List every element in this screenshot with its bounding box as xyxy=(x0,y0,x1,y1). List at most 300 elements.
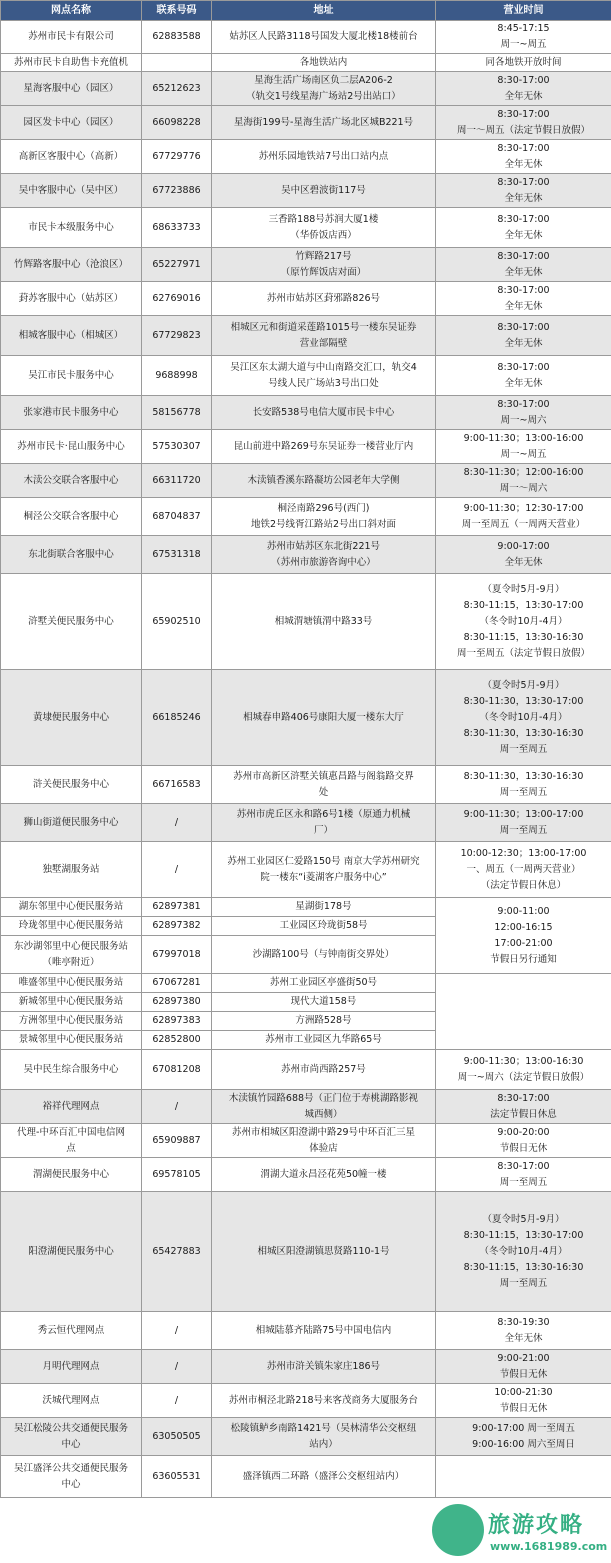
table-row xyxy=(1,574,611,670)
cell-line: 桐泾南路296号(西门) xyxy=(277,502,370,514)
cell-line: （冬令时10月-4月） xyxy=(479,711,568,723)
cell-line: 苏州市工业园区九华路65号 xyxy=(265,1034,382,1045)
table-body xyxy=(1,21,611,1498)
cell-line: 渭湖便民服务中心 xyxy=(32,1168,109,1180)
cell-line: 景城邻里中心便民服务站 xyxy=(18,1034,124,1045)
outlet-address xyxy=(212,670,436,766)
outlet-phone: 65212623 xyxy=(142,72,212,106)
outlet-address xyxy=(212,993,436,1012)
cell-line: 9:00-17:00 xyxy=(497,540,550,552)
outlet-address xyxy=(212,54,436,72)
cell-line: 浒关便民服务中心 xyxy=(32,778,109,790)
table-row xyxy=(1,498,611,536)
cell-line: 苏州市民卡自助售卡充值机 xyxy=(13,56,128,68)
cell-line: 号线人民广场站3号出口处 xyxy=(268,377,379,389)
table-row xyxy=(1,1124,611,1158)
outlet-address xyxy=(212,1350,436,1384)
cell-line: 周一至周五 xyxy=(499,1277,548,1289)
outlet-hours xyxy=(436,1090,611,1124)
cell-line: 吴江松陵公共交通便民服务 xyxy=(13,1422,128,1434)
outlet-phone: 62852800 xyxy=(142,1031,212,1050)
cell-line: 相城渭塘镇渭中路33号 xyxy=(274,615,373,627)
cell-line: 沙湖路100号（与钟南街交界处） xyxy=(252,948,395,960)
cell-line: 8:30-17:00 xyxy=(497,398,550,410)
cell-line: 吴江区东太湖大道与中山南路交汇口，轨交4 xyxy=(230,361,417,373)
cell-line: 9:00-11:30；13:00-17:00 xyxy=(463,808,584,820)
outlet-phone: / xyxy=(142,1090,212,1124)
cell-line: 唯盛邻里中心便民服务站 xyxy=(18,977,124,988)
table-row xyxy=(1,1384,611,1418)
cell-line: 8:30-11:15，13:30-16:30 xyxy=(463,1261,584,1273)
cell-line: 9:00-11:30；13:00-16:00 xyxy=(463,432,584,444)
cell-line: 星海街199号-星海生活广场北区城B221号 xyxy=(233,116,414,128)
cell-line: 玲珑邻里中心便民服务站 xyxy=(18,920,124,931)
outlet-address xyxy=(212,974,436,993)
outlet-address xyxy=(212,936,436,974)
outlet-name xyxy=(1,1124,142,1158)
cell-line: 8:30-17:00 xyxy=(497,142,550,154)
cell-line: 厂） xyxy=(313,824,333,836)
outlet-hours xyxy=(436,54,611,72)
outlet-hours xyxy=(436,1456,611,1498)
cell-line: 苏州市虎丘区永和路6号1楼（原通力机械 xyxy=(236,808,411,820)
cell-line: 园区发卡中心（园区） xyxy=(23,116,119,128)
outlet-address xyxy=(212,898,436,917)
cell-line: 苏州工业园区仁爱路150号 南京大学苏州研究 xyxy=(227,855,420,867)
cell-line: （苏州市旅游咨询中心） xyxy=(271,556,376,568)
outlet-address xyxy=(212,1012,436,1031)
header-address: 地址 xyxy=(212,1,436,21)
outlet-hours xyxy=(436,766,611,804)
outlet-name xyxy=(1,1158,142,1192)
cell-line: 苏州市相城区阳澄湖中路29号中环百汇三星 xyxy=(231,1126,416,1138)
watermark xyxy=(432,1500,611,1563)
cell-line: 8:30-11:30，13:30-16:30 xyxy=(463,727,584,739)
cell-line: 城西侧） xyxy=(304,1108,343,1120)
outlet-phone: 68633733 xyxy=(142,208,212,248)
cell-line: 点 xyxy=(66,1142,76,1154)
cell-line: 桐泾公交联合客服中心 xyxy=(23,510,119,522)
outlet-name xyxy=(1,766,142,804)
cell-line: 周一至周五 xyxy=(499,824,548,836)
outlet-address xyxy=(212,174,436,208)
outlet-name xyxy=(1,536,142,574)
cell-line: （冬令时10月-4月） xyxy=(479,615,568,627)
cell-line: 同各地铁开放时间 xyxy=(485,56,562,68)
watermark-url: www.1681989.com xyxy=(490,1540,608,1553)
cell-line: （夏令时5月-9月） xyxy=(482,583,565,595)
table-row xyxy=(1,842,611,898)
outlet-phone: 9688998 xyxy=(142,356,212,396)
header-hours: 营业时间 xyxy=(436,1,611,21)
outlet-hours xyxy=(436,1350,611,1384)
table-row xyxy=(1,174,611,208)
outlet-hours xyxy=(436,1312,611,1350)
cell-line: 沃城代理网点 xyxy=(42,1394,100,1406)
cell-line: 周一~周五 xyxy=(500,448,547,460)
outlet-hours xyxy=(436,842,611,898)
table-row xyxy=(1,1312,611,1350)
cell-line: 一、周五（一周两天营业） xyxy=(466,863,581,875)
outlet-hours xyxy=(436,248,611,282)
cell-line: 苏州市尚西路257号 xyxy=(281,1063,366,1075)
outlet-phone: 67729776 xyxy=(142,140,212,174)
outlet-hours xyxy=(436,464,611,498)
cell-line: 星湖街178号 xyxy=(295,901,352,912)
outlet-phone: / xyxy=(142,842,212,898)
cell-line: 全年无休 xyxy=(504,229,543,241)
outlet-phone: 62897382 xyxy=(142,917,212,936)
table-row xyxy=(1,316,611,356)
outlet-address xyxy=(212,208,436,248)
outlet-phone: 67997018 xyxy=(142,936,212,974)
cell-line: 周一~周六（法定节假日放假） xyxy=(457,1071,590,1083)
outlet-hours xyxy=(436,536,611,574)
outlet-name xyxy=(1,936,142,974)
outlet-phone: 58156778 xyxy=(142,396,212,430)
outlet-name xyxy=(1,804,142,842)
cell-line: 8:30-11:30，13:30-16:30 xyxy=(463,770,584,782)
cell-line: 苏州市民卡·昆山服务中心 xyxy=(17,440,125,452)
cell-line: 吴江市民卡服务中心 xyxy=(28,369,114,381)
cell-line: 全年无休 xyxy=(504,300,543,312)
outlet-address xyxy=(212,72,436,106)
outlet-address xyxy=(212,804,436,842)
cell-line: 周一至周五（一周两天营业） xyxy=(461,518,586,530)
cell-line: 8:30-17:00 xyxy=(497,250,550,262)
watermark-logo-icon xyxy=(432,1504,484,1556)
cell-line: 黄埭便民服务中心 xyxy=(32,711,109,723)
table-row xyxy=(1,208,611,248)
cell-line: 相城春申路406号康阳大厦一楼东大厅 xyxy=(243,711,404,723)
outlet-name xyxy=(1,670,142,766)
header-row xyxy=(1,1,611,21)
cell-line: 苏州市高新区浒墅关镇惠昌路与阁翁路交界 xyxy=(233,770,414,782)
cell-line: 8:30-19:30 xyxy=(497,1316,550,1328)
cell-line: 市民卡本级服务中心 xyxy=(28,221,114,233)
outlet-address xyxy=(212,536,436,574)
outlet-hours xyxy=(436,316,611,356)
outlet-address xyxy=(212,430,436,464)
cell-line: 吴江盛泽公共交通便民服务 xyxy=(13,1462,128,1474)
outlet-phone: 69578105 xyxy=(142,1158,212,1192)
outlet-hours xyxy=(436,1384,611,1418)
table-row xyxy=(1,140,611,174)
cell-line: （唯亭附近） xyxy=(42,956,100,968)
outlet-name xyxy=(1,1418,142,1456)
outlet-address xyxy=(212,1312,436,1350)
outlet-address xyxy=(212,1192,436,1312)
table-row xyxy=(1,1090,611,1124)
outlet-address xyxy=(212,1158,436,1192)
outlet-name xyxy=(1,974,142,993)
cell-line: 裕祥代理网点 xyxy=(42,1100,100,1112)
table-row xyxy=(1,1418,611,1456)
outlet-address xyxy=(212,842,436,898)
table-row xyxy=(1,670,611,766)
outlet-phone: 63605531 xyxy=(142,1456,212,1498)
cell-line: 全年无休 xyxy=(504,556,543,568)
outlet-phone: 62883588 xyxy=(142,21,212,54)
cell-line: 松陵镇鲈乡南路1421号（吴林清华公交枢纽 xyxy=(230,1422,417,1434)
cell-line: （华侨饭店西） xyxy=(290,229,357,241)
outlet-name xyxy=(1,54,142,72)
cell-line: 苏州工业园区亭盛街50号 xyxy=(269,977,378,988)
outlet-address xyxy=(212,498,436,536)
cell-line: 湖东邻里中心便民服务站 xyxy=(18,901,124,912)
cell-line: 节假日无休 xyxy=(499,1368,548,1380)
outlet-address xyxy=(212,21,436,54)
cell-line: 苏州市浒关镇朱家庄186号 xyxy=(266,1360,381,1372)
cell-line: 工业园区玲珑街58号 xyxy=(279,920,368,931)
outlet-phone: / xyxy=(142,1312,212,1350)
outlet-address xyxy=(212,1124,436,1158)
cell-line: （轨交1号线星海广场站2号出站口） xyxy=(246,90,401,102)
cell-line: 9:00-11:30；13:00-16:30 xyxy=(463,1055,584,1067)
table-row xyxy=(1,1192,611,1312)
cell-line: 全年无休 xyxy=(504,158,543,170)
cell-line: 秀云恒代理网点 xyxy=(37,1324,105,1336)
cell-line: 节假日无休 xyxy=(499,1142,548,1154)
outlet-address xyxy=(212,396,436,430)
outlet-name xyxy=(1,356,142,396)
cell-line: 木渎公交联合客服中心 xyxy=(23,474,119,486)
cell-line: 10:00-12:30；13:00-17:00 xyxy=(460,847,587,859)
cell-line: 盛泽镇西二环路（盛泽公交枢纽站内） xyxy=(242,1470,405,1482)
cell-line: 苏州市民卡有限公司 xyxy=(28,31,114,42)
cell-line: 浒墅关便民服务中心 xyxy=(28,615,114,627)
outlet-phone: 67729823 xyxy=(142,316,212,356)
cell-line: 8:30-17:00 xyxy=(497,284,550,296)
cell-line: 现代大道158号 xyxy=(290,996,357,1007)
cell-line: 周一~周五 xyxy=(500,39,547,50)
table-row xyxy=(1,106,611,140)
table-row xyxy=(1,1350,611,1384)
cell-line: 三香路188号苏润大厦1楼 xyxy=(268,213,379,225)
cell-line: 苏州市姑苏区葑邪路826号 xyxy=(266,292,381,304)
cell-line: （原竹辉饭店对面） xyxy=(280,266,367,278)
cell-line: 17:00-21:00 xyxy=(494,937,553,949)
outlet-phone: / xyxy=(142,1350,212,1384)
outlet-phone: 68704837 xyxy=(142,498,212,536)
cell-line: （夏令时5月-9月） xyxy=(482,679,565,691)
cell-line: 8:45-17:15 xyxy=(497,23,550,34)
outlet-hours xyxy=(436,430,611,464)
outlet-phone: 66098228 xyxy=(142,106,212,140)
outlet-phone: 62897381 xyxy=(142,898,212,917)
cell-line: 9:00-20:00 xyxy=(497,1126,550,1138)
outlet-address xyxy=(212,248,436,282)
cell-line: 方洲路528号 xyxy=(295,1015,352,1026)
cell-line: 体验店 xyxy=(309,1142,338,1154)
outlet-hours xyxy=(436,498,611,536)
outlet-name xyxy=(1,430,142,464)
outlet-phone: 66185246 xyxy=(142,670,212,766)
cell-line: 9:00-21:00 xyxy=(497,1352,550,1364)
cell-line: 渭湖大道永昌泾花苑50幢一楼 xyxy=(260,1168,387,1180)
cell-line: 苏州乐园地铁站7号出口站内点 xyxy=(258,150,389,162)
table-row xyxy=(1,898,611,917)
cell-line: 各地铁站内 xyxy=(299,56,348,68)
cell-line: （冬令时10月-4月） xyxy=(479,1245,568,1257)
outlet-phone: 66716583 xyxy=(142,766,212,804)
outlet-address xyxy=(212,1456,436,1498)
outlet-hours xyxy=(436,282,611,316)
outlet-hours xyxy=(436,1418,611,1456)
outlet-phone: 65427883 xyxy=(142,1192,212,1312)
cell-line: 8:30-11:30，13:30-17:00 xyxy=(463,695,584,707)
outlet-name xyxy=(1,898,142,917)
cell-line: 周一～周五（法定节假日放假） xyxy=(456,124,590,136)
merged-hours xyxy=(436,898,611,974)
table-row xyxy=(1,54,611,72)
table-row xyxy=(1,356,611,396)
outlet-name xyxy=(1,106,142,140)
cell-line: 吴中区碧波街117号 xyxy=(281,184,366,196)
cell-line: 9:00-11:00 xyxy=(497,905,550,917)
outlet-name xyxy=(1,842,142,898)
header-phone: 联系号码 xyxy=(142,1,212,21)
cell-line: 竹辉路客服中心（沧浪区） xyxy=(13,258,128,270)
outlet-name xyxy=(1,1312,142,1350)
outlet-name xyxy=(1,464,142,498)
cell-line: 9:00-11:30；12:30-17:00 xyxy=(463,502,584,514)
outlet-name xyxy=(1,1012,142,1031)
outlet-phone xyxy=(142,54,212,72)
outlet-name xyxy=(1,1350,142,1384)
outlet-hours xyxy=(436,208,611,248)
outlet-name xyxy=(1,21,142,54)
outlet-name xyxy=(1,993,142,1012)
table-row xyxy=(1,804,611,842)
table-row xyxy=(1,1456,611,1498)
cell-line: 站内） xyxy=(309,1438,338,1450)
cell-line: 8:30-17:00 xyxy=(497,213,550,225)
outlet-hours xyxy=(436,1192,611,1312)
outlet-phone: 62897380 xyxy=(142,993,212,1012)
cell-line: 8:30-17:00 xyxy=(497,1092,550,1104)
outlet-address xyxy=(212,1090,436,1124)
cell-line: 相城区阳澄湖镇思贤路110-1号 xyxy=(257,1245,390,1257)
outlet-name xyxy=(1,208,142,248)
cell-line: 8:30-17:00 xyxy=(497,74,550,86)
cell-line: 9:00-17:00 周一至周五 xyxy=(472,1422,575,1434)
cell-line: 8:30-17:00 xyxy=(497,176,550,188)
cell-line: 8:30-11:15，13:30-17:00 xyxy=(463,599,584,611)
cell-line: 独墅湖服务站 xyxy=(42,863,100,875)
cell-line: 全年无休 xyxy=(504,1332,543,1344)
cell-line: 周一~周六 xyxy=(500,414,547,426)
outlet-address xyxy=(212,1050,436,1090)
outlet-hours xyxy=(436,670,611,766)
cell-line: 地铁2号线胥江路站2号出口斜对面 xyxy=(250,518,397,530)
cell-line: 全年无休 xyxy=(504,266,543,278)
outlet-hours xyxy=(436,396,611,430)
cell-line: 苏州市桐泾北路218号来客茂商务大厦服务台 xyxy=(228,1394,419,1406)
cell-line: 周一至周五 xyxy=(499,1176,548,1188)
outlet-name xyxy=(1,1031,142,1050)
cell-line: 代理-中环百汇中国电信网 xyxy=(17,1126,125,1138)
table-row xyxy=(1,72,611,106)
cell-line: 星海客服中心（园区） xyxy=(23,82,119,94)
outlet-address xyxy=(212,140,436,174)
outlet-address xyxy=(212,917,436,936)
cell-line: （法定节假日休息） xyxy=(480,879,567,891)
cell-line: 8:30-17:00 xyxy=(497,361,550,373)
outlet-name xyxy=(1,917,142,936)
outlet-phone: 67723886 xyxy=(142,174,212,208)
cell-line: 院一楼东“i菱湖客户服务中心” xyxy=(260,871,387,883)
cell-line: 周一至周五（法定节假日放假） xyxy=(456,647,590,659)
cell-line: 长安路538号电信大厦市民卡中心 xyxy=(252,406,395,418)
table-row xyxy=(1,464,611,498)
cell-line: 8:30-17:00 xyxy=(497,1160,550,1172)
cell-line: 处 xyxy=(318,786,329,798)
outlet-name xyxy=(1,396,142,430)
header-name: 网点名称 xyxy=(1,1,142,21)
cell-line: 8:30-11:30；12:00-16:00 xyxy=(463,466,584,478)
cell-line: 吴中客服中心（吴中区） xyxy=(18,184,124,196)
cell-line: 狮山街道便民服务中心 xyxy=(23,816,119,828)
outlet-name xyxy=(1,1192,142,1312)
cell-line: 法定节假日休息 xyxy=(490,1108,557,1120)
outlet-name xyxy=(1,174,142,208)
table-row xyxy=(1,536,611,574)
outlet-address xyxy=(212,1031,436,1050)
outlet-hours xyxy=(436,21,611,54)
outlet-name xyxy=(1,1090,142,1124)
outlet-phone: 67081208 xyxy=(142,1050,212,1090)
cell-line: 竹辉路217号 xyxy=(295,250,352,262)
cell-line: 9:00-16:00 周六至周日 xyxy=(472,1438,575,1450)
hours-blank xyxy=(436,974,611,1050)
cell-line: 月明代理网点 xyxy=(42,1360,100,1372)
cell-line: 木渎镇竹园路688号（正门位于寿桃湖路影视 xyxy=(228,1092,419,1104)
outlet-address xyxy=(212,464,436,498)
outlet-address xyxy=(212,356,436,396)
cell-line: 东沙湖邻里中心便民服务站 xyxy=(13,940,128,952)
outlet-name xyxy=(1,1456,142,1498)
outlet-hours xyxy=(436,174,611,208)
cell-line: 姑苏区人民路3118号国发大厦北楼18楼前台 xyxy=(229,31,418,42)
cell-line: 张家港市民卡服务中心 xyxy=(23,406,119,418)
outlet-address xyxy=(212,316,436,356)
cell-line: 相城客服中心（相城区） xyxy=(18,329,124,341)
outlet-hours xyxy=(436,804,611,842)
outlet-name xyxy=(1,1050,142,1090)
cell-line: 全年无休 xyxy=(504,192,543,204)
cell-line: 相城陆慕齐陆路75号中国电信内 xyxy=(255,1324,392,1336)
cell-line: 10:00-21:30 xyxy=(494,1386,553,1398)
outlet-hours xyxy=(436,356,611,396)
outlet-address xyxy=(212,1418,436,1456)
cell-line: 12:00-16:15 xyxy=(494,921,553,933)
outlet-phone: 67531318 xyxy=(142,536,212,574)
outlet-hours xyxy=(436,1124,611,1158)
cell-line: 葑苏客服中心（姑苏区） xyxy=(18,292,124,304)
cell-line: 营业部隔壁 xyxy=(299,337,348,349)
cell-line: 全年无休 xyxy=(504,90,543,102)
outlet-address xyxy=(212,1384,436,1418)
cell-line: （夏令时5月-9月） xyxy=(482,1213,565,1225)
outlet-name xyxy=(1,574,142,670)
table-row xyxy=(1,21,611,54)
outlet-phone: 65909887 xyxy=(142,1124,212,1158)
table-row xyxy=(1,1050,611,1090)
table-row xyxy=(1,974,611,993)
cell-line: 8:30-11:15，13:30-16:30 xyxy=(463,631,584,643)
outlet-hours xyxy=(436,106,611,140)
